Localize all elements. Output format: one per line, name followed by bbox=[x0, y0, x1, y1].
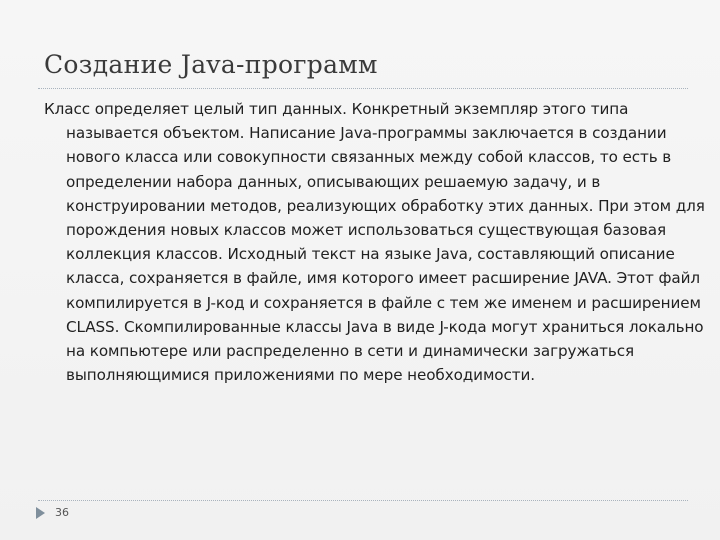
title-divider bbox=[38, 88, 688, 89]
page-marker-icon bbox=[36, 507, 45, 519]
footer-divider bbox=[38, 500, 688, 501]
slide-body-text: Класс определяет целый тип данных. Конкретный экземпляр этого типа называется объектом. Написание Java-программы заключается в создании нового класса или совокупности связанных между собой классов, то есть в определении набора данных, описывающих решаемую задачу, и в конструировании методов, реализующих обработку этих данных. При этом для порождения новых классов может использоваться существующая базовая коллекция классов. Исходный текст на языке Java, составляющий описание класса, сохраняется в файле, имя которого имеет расширение JAVA. Этот файл компилируется в J-код и сохраняется в файле с тем же именем и расширением CLASS. Скомпилированные классы Java в виде J-кода могут храниться локально на компьютере или распределенно в сети и динамически загружаться выполняющимися приложениями по мере необходимости. bbox=[44, 100, 705, 385]
slide-title: Создание Java-программ bbox=[44, 50, 378, 79]
page-number: 36 bbox=[55, 506, 69, 519]
